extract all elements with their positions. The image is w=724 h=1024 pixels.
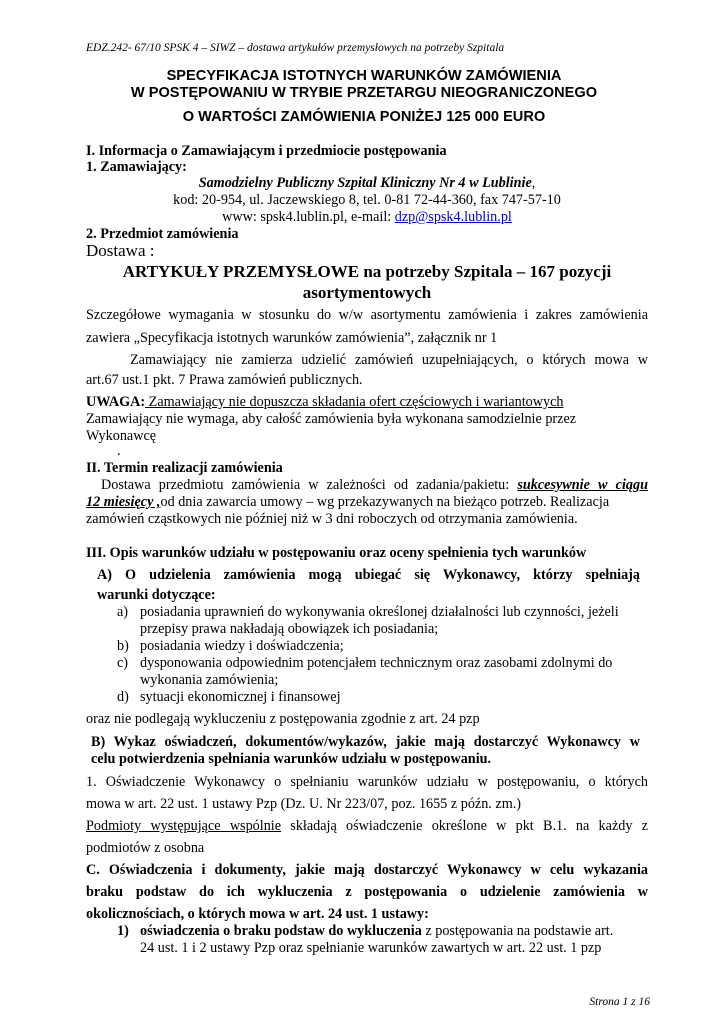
section-1-sub-2: 2. Przedmiot zamówienia	[86, 226, 239, 242]
list-item-c1-mark: 1)	[117, 923, 129, 939]
org-name: Samodzielny Publiczny Szpital Kliniczny Nr 4 w Lublinie	[198, 175, 532, 191]
exclusion-line: oraz nie podlegają wykluczeniu z postępowania zgodnie z art. 24 pzp	[86, 711, 480, 727]
list-item-c1-line-1	[140, 923, 613, 940]
list-item-b-mark: b)	[117, 638, 129, 654]
section-1-heading: I. Informacja o Zamawiającym i przedmiocie postępowania	[86, 143, 447, 159]
dostawa-label: Dostawa :	[86, 241, 155, 260]
email-link[interactable]: dzp@spsk4.lublin.pl	[394, 209, 512, 225]
list-item-c1-bold: oświadczenia o braku podstaw do wykluczenia	[140, 923, 422, 939]
subject-line-1: ARTYKUŁY PRZEMYSŁOWE na potrzeby Szpitala – 167 pozycji	[122, 262, 612, 281]
list-item-c-line-2: wykonania zamówienia;	[140, 672, 279, 688]
www-text: www: spsk4.lublin.pl, e-mail:	[222, 209, 395, 225]
statement-b1-line-2: mowa w art. 22 ust. 1 ustawy Pzp (Dz. U. Nr 223/07, poz. 1655 z późn. zm.)	[86, 796, 522, 812]
complement-line-1: Zamawiający nie zamierza udzielić zamówień uzupełniających, o których mowa w	[130, 352, 648, 368]
condition-a-line-2: warunki dotyczące:	[97, 587, 216, 603]
section-1-sub-1: 1. Zamawiający:	[86, 159, 187, 175]
joint-entities-rest: składają oświadczenie określone w pkt B.1. na każdy z	[281, 818, 648, 834]
title-line-3: O WARTOŚCI ZAMÓWIENIA PONIŻEJ 125 000 EURO	[182, 109, 546, 125]
statement-b1-line-1: 1. Oświadczenie Wykonawcy o spełnianiu warunków udziału w postępowaniu, o których	[86, 774, 648, 790]
condition-b-line-2: celu potwierdzenia spełniania warunków udziału w postępowaniu.	[91, 751, 492, 767]
page-number: Strona 1 z 16	[589, 996, 650, 1008]
joint-entities-line-1	[86, 818, 648, 835]
org-name-line	[86, 175, 648, 192]
condition-c-line-2: braku podstaw do ich wykluczenia z postępowania o udzielenie zamówienia w	[86, 884, 648, 900]
title-line-1: SPECYFIKACJA ISTOTNYCH WARUNKÓW ZAMÓWIENIA	[166, 68, 562, 84]
list-item-a-mark: a)	[117, 604, 129, 620]
condition-c-line-3: okolicznościach, o których mowa w art. 24 ust. 1 ustawy:	[86, 906, 429, 922]
title-line-2: W POSTĘPOWANIU W TRYBIE PRZETARGU NIEOGRANICZONEGO	[130, 85, 598, 101]
term-emphasis-1: sukcesywnie w ciągu	[517, 477, 648, 493]
list-item-d-mark: d)	[117, 689, 129, 705]
section-2-heading: II. Termin realizacji zamówienia	[86, 460, 283, 476]
contact-line	[86, 209, 648, 226]
list-item-c-line-1: dysponowania odpowiednim potencjałem technicznym oraz zasobami zdolnymi do	[140, 655, 613, 671]
joint-entities-label: Podmioty występujące wspólnie	[86, 818, 282, 834]
term-emphasis-2: 12 miesięcy ,	[86, 494, 161, 510]
section-3-heading: III. Opis warunków udziału w postępowaniu oraz oceny spełnienia tych warunków	[86, 545, 587, 561]
list-item-a-line-1: posiadania uprawnień do wykonywania określonej działalności lub czynności, jeżeli	[140, 604, 619, 620]
complement-line-2: art.67 ust.1 pkt. 7 Prawa zamówień publicznych.	[86, 372, 363, 388]
joint-entities-line-2: podmiotów z osobna	[86, 840, 205, 856]
list-item-c-mark: c)	[117, 655, 129, 671]
term-line-2	[86, 494, 609, 511]
condition-b-line-1: B) Wykaz oświadczeń, dokumentów/wykazów, jakie mają dostarczyć Wykonawcy w	[91, 734, 640, 750]
condition-c-line-1: C. Oświadczenia i dokumenty, jakie mają dostarczyć Wykonawcy w celu wykazania	[86, 862, 648, 878]
self-line-2: Wykonawcę	[86, 428, 157, 444]
list-item-a-line-2: przepisy prawa nakładają obowiązek ich posiadania;	[140, 621, 439, 637]
detail-line-1: Szczegółowe wymagania w stosunku do w/w asortymentu zamówienia i zakres zamówienia	[86, 307, 648, 323]
org-name-comma: ,	[531, 175, 536, 191]
detail-line-2: zawiera „Specyfikacja istotnych warunków zamówienia”, załącznik nr 1	[86, 330, 498, 346]
list-item-c1-rest: z postępowania na podstawie art.	[421, 923, 614, 939]
condition-a-line-1: A) O udzielenia zamówienia mogą ubiegać się Wykonawcy, którzy spełniają	[97, 567, 640, 583]
document-header: EDZ.242- 67/10 SPSK 4 – SIWZ – dostawa artykułów przemysłowych na potrzeby Szpitala	[86, 42, 505, 54]
term-line-1-pre: Dostawa przedmiotu zamówienia w zależności od zadania/pakietu:	[101, 477, 518, 493]
uwaga-text: Zamawiający nie dopuszcza składania ofert częściowych i wariantowych	[145, 394, 564, 410]
term-line-1	[101, 477, 648, 494]
list-item-d-line-1: sytuacji ekonomicznej i finansowej	[140, 689, 341, 705]
uwaga-line	[86, 394, 563, 411]
self-line-1: Zamawiający nie wymaga, aby całość zamówienia była wykonana samodzielnie przez	[86, 411, 577, 427]
address-line: kod: 20-954, ul. Jaczewskiego 8, tel. 0-81 72-44-360, fax 747-57-10	[173, 192, 561, 208]
list-item-c1-line-2: 24 ust. 1 i 2 ustawy Pzp oraz spełnianie warunków zawartych w art. 22 ust. 1 pzp	[140, 940, 602, 956]
list-item-b-line-1: posiadania wiedzy i doświadczenia;	[140, 638, 344, 654]
term-line-3: zamówień cząstkowych nie później niż w 3 dni roboczych od otrzymania zamówienia.	[86, 511, 578, 527]
uwaga-label: UWAGA:	[86, 394, 146, 410]
term-line-2-rest: od dnia zawarcia umowy – wg przekazywanych na bieżąco potrzeb. Realizacja	[160, 494, 610, 510]
separator-dot: .	[117, 443, 121, 459]
subject-line-2: asortymentowych	[302, 283, 432, 302]
